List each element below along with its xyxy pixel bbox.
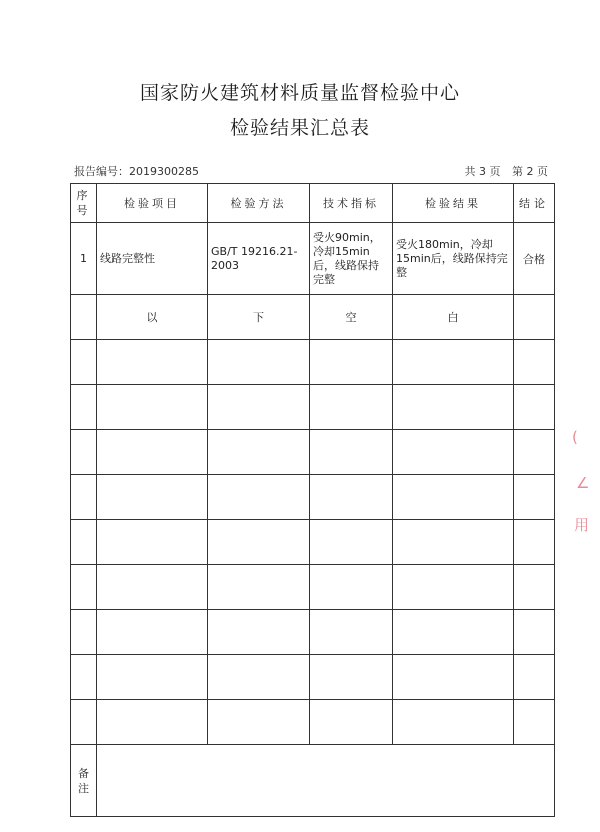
current-page: 第 2 页 xyxy=(512,165,548,178)
row-no: 1 xyxy=(71,223,97,295)
note-label-line1: 备 xyxy=(78,766,89,780)
note-row xyxy=(71,745,555,817)
header-no-line2: 号 xyxy=(76,204,91,217)
blank-mark-1: 以 xyxy=(97,295,208,340)
header-item: 检验项目 xyxy=(97,184,208,223)
empty-row xyxy=(71,565,555,610)
header-spec: 技术指标 xyxy=(310,184,393,223)
empty-row xyxy=(71,475,555,520)
header-no xyxy=(71,184,97,223)
row-result: 受火180min，冷却15min后，线路保持完整 xyxy=(393,223,514,295)
seal-stamp-fragment: ( ∠ 用 xyxy=(572,428,590,534)
note-label-line2: 注 xyxy=(78,781,89,795)
blank-mark-2: 下 xyxy=(208,295,310,340)
blank-marker-row xyxy=(71,295,555,340)
row-item: 线路完整性 xyxy=(97,223,208,295)
note-content xyxy=(97,745,555,817)
empty-row xyxy=(71,430,555,475)
row-spec: 受火90min，冷却15min 后，线路保持完整 xyxy=(310,223,393,295)
header-method: 检验方法 xyxy=(208,184,310,223)
page-info xyxy=(457,163,549,179)
table-header-row xyxy=(71,184,555,223)
empty-row xyxy=(71,610,555,655)
header-result: 检验结果 xyxy=(393,184,514,223)
header-no-line1: 序 xyxy=(76,189,91,202)
results-table xyxy=(70,183,555,817)
row-conclusion: 合格 xyxy=(514,223,555,295)
blank-mark-3: 空 xyxy=(310,295,393,340)
center-title: 国家防火建筑材料质量监督检验中心 xyxy=(139,82,460,104)
table-title: 检验结果汇总表 xyxy=(229,117,370,139)
row-method: GB/T 19216.21-2003 xyxy=(208,223,310,295)
report-number: 报告编号：2019300285 xyxy=(74,165,199,178)
header-conclusion: 结论 xyxy=(514,184,555,223)
blank-mark-4: 白 xyxy=(393,295,514,340)
table-row xyxy=(71,223,555,295)
empty-row xyxy=(71,340,555,385)
empty-row xyxy=(71,700,555,745)
empty-row xyxy=(71,385,555,430)
empty-row xyxy=(71,520,555,565)
empty-row xyxy=(71,655,555,700)
note-label xyxy=(71,745,97,817)
total-pages: 共 3 页 xyxy=(464,165,501,178)
